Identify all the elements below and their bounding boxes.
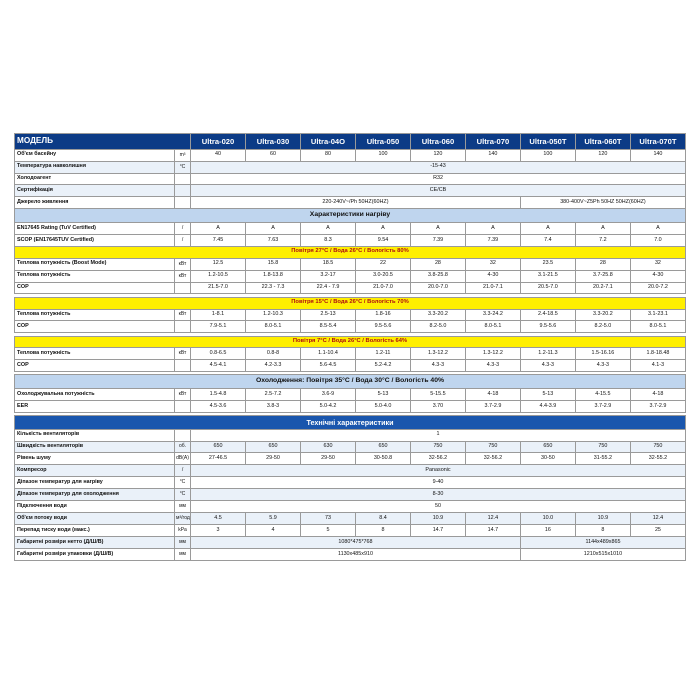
table-row (15, 501, 686, 513)
value-cell: 5 (300, 524, 355, 536)
value-cell: 2.5-13 (300, 309, 355, 321)
row-unit (175, 360, 191, 372)
row-unit (175, 197, 191, 209)
value-cell: 0.8-8 (246, 348, 301, 360)
row-label: Теплова потужність (15, 309, 175, 321)
value-cell: 630 (300, 441, 355, 453)
row-label: COP (15, 321, 175, 333)
value-cell: 1.3-12.2 (410, 348, 465, 360)
value-cell: 32 (630, 258, 685, 270)
table-row (15, 536, 686, 548)
value-cell: 5.9 (246, 513, 301, 525)
value-cell: 3.1-23.1 (630, 309, 685, 321)
value-cell: 3.3-20.2 (575, 309, 630, 321)
value-cell: A (246, 222, 301, 234)
value-cell: 28 (410, 258, 465, 270)
row-unit: кВт (175, 258, 191, 270)
merged-value-cell: -15-43 (191, 161, 686, 173)
value-cell: A (465, 222, 520, 234)
row-unit: об. (175, 441, 191, 453)
row-label: Температура навколишня (15, 161, 175, 173)
row-unit: мм (175, 536, 191, 548)
row-unit: кВт (175, 348, 191, 360)
value-cell: 8.0-5.1 (246, 321, 301, 333)
value-cell: 650 (520, 441, 575, 453)
table-row (15, 360, 686, 372)
model-header-cell: Ultra-060 (410, 134, 465, 150)
value-cell: 20.5-7.0 (520, 282, 575, 294)
cooling-section-header (15, 375, 686, 389)
value-cell: 8 (575, 524, 630, 536)
value-cell: 650 (191, 441, 246, 453)
section-title: Повітря 27°C / Вода 26°C / Вологість 80% (15, 246, 686, 258)
value-cell: 1.5-4.8 (191, 389, 246, 401)
value-cell: A (575, 222, 630, 234)
value-cell: 22.4 - 7.9 (300, 282, 355, 294)
table-row (15, 282, 686, 294)
value-cell: 4.5-4.1 (191, 360, 246, 372)
value-cell: 3.70 (410, 400, 465, 412)
row-label: Швидкість вентиляторів (15, 441, 175, 453)
value-cell: 15.8 (246, 258, 301, 270)
value-cell: 20.0-7.0 (410, 282, 465, 294)
row-unit: kPa (175, 524, 191, 536)
value-cell: 10.9 (410, 513, 465, 525)
value-cell: 1.1-10.4 (300, 348, 355, 360)
value-cell: 100 (355, 149, 410, 161)
condition-header (15, 297, 686, 309)
value-cell: A (191, 222, 246, 234)
row-unit (175, 185, 191, 197)
value-cell: 1.3-12.2 (465, 348, 520, 360)
value-cell: 25 (630, 524, 685, 536)
value-cell: 3.1-21.5 (520, 270, 575, 282)
value-cell: 9.5-5.6 (520, 321, 575, 333)
row-unit: / (175, 465, 191, 477)
value-cell: 29-50 (246, 453, 301, 465)
header-row (15, 134, 686, 150)
value-cell: 3.8-3 (246, 400, 301, 412)
value-cell: 8.0-5.1 (630, 321, 685, 333)
value-cell: 8.0-5.1 (465, 321, 520, 333)
spec-table-body (15, 134, 686, 561)
value-cell: 8.5-5.4 (300, 321, 355, 333)
row-label: Діпазон температур для охолодження (15, 489, 175, 501)
value-cell: 3.0-20.5 (355, 270, 410, 282)
value-cell: 20.2-7.1 (575, 282, 630, 294)
table-row (15, 513, 686, 525)
value-cell: 1.8-18.48 (630, 348, 685, 360)
table-row (15, 465, 686, 477)
value-cell: 120 (410, 149, 465, 161)
value-cell: 7.0 (630, 234, 685, 246)
table-row (15, 524, 686, 536)
row-unit: м³/год (175, 513, 191, 525)
value-cell: 16 (520, 524, 575, 536)
merged-value-cell: 220-240V~/Ph 50HZ(60HZ) (191, 197, 521, 209)
row-label: Охолоджувальна потужність (15, 389, 175, 401)
value-cell: 750 (465, 441, 520, 453)
value-cell: 12.4 (465, 513, 520, 525)
value-cell: 4 (246, 524, 301, 536)
section-title: Повітря 15°C / Вода 26°C / Вологість 70% (15, 297, 686, 309)
model-header-cell: Ultra-020 (191, 134, 246, 150)
table-row (15, 149, 686, 161)
value-cell: 30-50.8 (355, 453, 410, 465)
row-unit (175, 400, 191, 412)
value-cell: 3.6-9 (300, 389, 355, 401)
row-label: Об'єм потоку води (15, 513, 175, 525)
merged-value-cell: 1130x485x910 (191, 548, 521, 560)
value-cell: 12.5 (191, 258, 246, 270)
table-row (15, 477, 686, 489)
value-cell: 21.5-7.0 (191, 282, 246, 294)
table-row (15, 441, 686, 453)
row-unit: m³ (175, 149, 191, 161)
value-cell: 5.6-4.5 (300, 360, 355, 372)
table-row (15, 270, 686, 282)
row-label: COP (15, 360, 175, 372)
table-row (15, 258, 686, 270)
row-label: Габаритні розміри нетто (Д/Ш/В) (15, 536, 175, 548)
section-title: Технічні характеристики (15, 416, 686, 430)
value-cell: 21.0-7.0 (355, 282, 410, 294)
value-cell: 3.8-25.8 (410, 270, 465, 282)
value-cell: 4.2-3.3 (246, 360, 301, 372)
model-header-cell: Ultra-060T (575, 134, 630, 150)
value-cell: 4.4-3.9 (520, 400, 575, 412)
table-row (15, 548, 686, 560)
table-row (15, 429, 686, 441)
spec-table (14, 133, 686, 561)
row-unit: мм (175, 548, 191, 560)
value-cell: 3.3-24.2 (465, 309, 520, 321)
table-row (15, 400, 686, 412)
row-label: Підключення води (15, 501, 175, 513)
merged-value-cell: R32 (191, 173, 686, 185)
value-cell: 14.7 (465, 524, 520, 536)
value-cell: 4.5 (191, 513, 246, 525)
value-cell: 8.2-5.0 (575, 321, 630, 333)
model-header-cell: Ultra-050T (520, 134, 575, 150)
table-row (15, 489, 686, 501)
value-cell: 7.39 (465, 234, 520, 246)
value-cell: 40 (191, 149, 246, 161)
value-cell: 2.4-18.5 (520, 309, 575, 321)
row-label: Об'єм басейну (15, 149, 175, 161)
value-cell: 7.4 (520, 234, 575, 246)
value-cell: 14.7 (410, 524, 465, 536)
merged-value-cell: 9-40 (191, 477, 686, 489)
value-cell: 23.5 (520, 258, 575, 270)
value-cell: 4-30 (465, 270, 520, 282)
value-cell: A (300, 222, 355, 234)
value-cell: 4-18 (465, 389, 520, 401)
row-label: Холодоагент (15, 173, 175, 185)
merged-value-cell: 380-400V~Z5Ph 50HZ 50HZ(60HZ) (520, 197, 685, 209)
value-cell: 80 (300, 149, 355, 161)
value-cell: 32 (465, 258, 520, 270)
condition-header (15, 246, 686, 258)
value-cell: 7.9-5.1 (191, 321, 246, 333)
value-cell: 22.3 - 7.3 (246, 282, 301, 294)
value-cell: 4.3-3 (520, 360, 575, 372)
row-label: Кількість вентиляторів (15, 429, 175, 441)
value-cell: 8.4 (355, 513, 410, 525)
model-header-label: МОДЕЛЬ (15, 134, 191, 150)
row-label: EER (15, 400, 175, 412)
section-title: Охолодження: Повітря 35°C / Вода 30°C / Вологість 40% (15, 375, 686, 389)
section-title: Характеристики нагріву (15, 209, 686, 223)
value-cell: 60 (246, 149, 301, 161)
value-cell: 32-55.2 (630, 453, 685, 465)
value-cell: 1.5-16.16 (575, 348, 630, 360)
table-row (15, 348, 686, 360)
value-cell: 8 (355, 524, 410, 536)
row-unit: мм (175, 501, 191, 513)
value-cell: A (630, 222, 685, 234)
value-cell: 100 (520, 149, 575, 161)
row-label: EN17645 Rating (TuV Certified) (15, 222, 175, 234)
value-cell: 750 (575, 441, 630, 453)
row-label: Габаритні розміри упаковки (Д/Ш/В) (15, 548, 175, 560)
value-cell: 31-55.2 (575, 453, 630, 465)
value-cell: 4.3-3 (465, 360, 520, 372)
value-cell: 3.3-20.2 (410, 309, 465, 321)
row-unit: кВт (175, 270, 191, 282)
tech-section-header (15, 416, 686, 430)
value-cell: 7.45 (191, 234, 246, 246)
merged-value-cell: 50 (191, 501, 686, 513)
value-cell: 3.2-17 (300, 270, 355, 282)
table-row (15, 321, 686, 333)
value-cell: 5-15.5 (410, 389, 465, 401)
value-cell: 4.5-3.6 (191, 400, 246, 412)
value-cell: A (520, 222, 575, 234)
merged-value-cell: Panasonic (191, 465, 686, 477)
section-title: Повітря 7°C / Вода 26°C / Вологість 64% (15, 336, 686, 348)
table-row (15, 234, 686, 246)
value-cell: 10.9 (575, 513, 630, 525)
value-cell: 1-8.1 (191, 309, 246, 321)
value-cell: 4-30 (630, 270, 685, 282)
row-label: Сертифікація (15, 185, 175, 197)
value-cell: 22 (355, 258, 410, 270)
value-cell: 3 (191, 524, 246, 536)
model-header-cell: Ultra-070 (465, 134, 520, 150)
value-cell: 73 (300, 513, 355, 525)
row-unit (175, 429, 191, 441)
value-cell: 1.2-10.3 (246, 309, 301, 321)
row-label: Рівень шуму (15, 453, 175, 465)
row-label: Діпазон температур для нагріву (15, 477, 175, 489)
value-cell: 18.5 (300, 258, 355, 270)
value-cell: 29-50 (300, 453, 355, 465)
value-cell: 4-18 (630, 389, 685, 401)
row-label: Теплова потужність (15, 270, 175, 282)
merged-value-cell: 1210x515x1010 (520, 548, 685, 560)
value-cell: 5-13 (520, 389, 575, 401)
value-cell: 20.0-7.2 (630, 282, 685, 294)
row-label: SCOP (EN17645TUV Certified) (15, 234, 175, 246)
row-unit (175, 282, 191, 294)
row-label: Теплова потужність (Boost Mode) (15, 258, 175, 270)
value-cell: 12.4 (630, 513, 685, 525)
row-unit (175, 321, 191, 333)
row-unit: °C (175, 477, 191, 489)
value-cell: 140 (630, 149, 685, 161)
value-cell: A (410, 222, 465, 234)
row-label: Перепад тиску води (макс.) (15, 524, 175, 536)
value-cell: 5-13 (355, 389, 410, 401)
table-row (15, 222, 686, 234)
value-cell: 3.7-25.8 (575, 270, 630, 282)
value-cell: 650 (246, 441, 301, 453)
value-cell: 8.3 (300, 234, 355, 246)
value-cell: 1.2-11.3 (520, 348, 575, 360)
value-cell: 7.2 (575, 234, 630, 246)
value-cell: 8.2-5.0 (410, 321, 465, 333)
merged-value-cell: 8-30 (191, 489, 686, 501)
value-cell: 1.2-10.5 (191, 270, 246, 282)
value-cell: 5.0-4.2 (300, 400, 355, 412)
row-unit: / (175, 234, 191, 246)
value-cell: 750 (630, 441, 685, 453)
model-header-cell: Ultra-04O (300, 134, 355, 150)
value-cell: 7.63 (246, 234, 301, 246)
value-cell: 30-50 (520, 453, 575, 465)
condition-header (15, 336, 686, 348)
table-row (15, 309, 686, 321)
row-unit (175, 173, 191, 185)
row-unit: °C (175, 489, 191, 501)
row-unit: °C (175, 161, 191, 173)
value-cell: 750 (410, 441, 465, 453)
value-cell: 140 (465, 149, 520, 161)
value-cell: 27-46.5 (191, 453, 246, 465)
value-cell: 21.0-7.1 (465, 282, 520, 294)
model-header-cell: Ultra-050 (355, 134, 410, 150)
table-row (15, 197, 686, 209)
value-cell: 2.5-7.2 (246, 389, 301, 401)
value-cell: 4.3-3 (575, 360, 630, 372)
value-cell: 9.54 (355, 234, 410, 246)
value-cell: 28 (575, 258, 630, 270)
value-cell: 650 (355, 441, 410, 453)
table-row (15, 185, 686, 197)
value-cell: 5.0-4.0 (355, 400, 410, 412)
table-row (15, 173, 686, 185)
row-unit: кВт (175, 309, 191, 321)
model-header-cell: Ultra-030 (246, 134, 301, 150)
row-label: Компресор (15, 465, 175, 477)
row-unit: кВт (175, 389, 191, 401)
value-cell: 1.8-16 (355, 309, 410, 321)
merged-value-cell: CE/CB (191, 185, 686, 197)
row-label: COP (15, 282, 175, 294)
value-cell: 3.7-2.9 (630, 400, 685, 412)
value-cell: 4.3-3 (410, 360, 465, 372)
value-cell: 3.7-2.9 (465, 400, 520, 412)
value-cell: 4-15.5 (575, 389, 630, 401)
heating-section-header (15, 209, 686, 223)
merged-value-cell: 1144x489x865 (520, 536, 685, 548)
row-unit: dB(A) (175, 453, 191, 465)
table-row (15, 161, 686, 173)
merged-value-cell: 1 (191, 429, 686, 441)
value-cell: 7.39 (410, 234, 465, 246)
row-unit: / (175, 222, 191, 234)
value-cell: 1.8-13.8 (246, 270, 301, 282)
value-cell: 0.8-6.5 (191, 348, 246, 360)
value-cell: 120 (575, 149, 630, 161)
value-cell: 3.7-2.9 (575, 400, 630, 412)
value-cell: 10.0 (520, 513, 575, 525)
value-cell: 32-56.2 (465, 453, 520, 465)
merged-value-cell: 1080*475*768 (191, 536, 521, 548)
value-cell: 1.2-11 (355, 348, 410, 360)
row-label: Теплова потужність (15, 348, 175, 360)
table-row (15, 389, 686, 401)
model-header-cell: Ultra-070T (630, 134, 685, 150)
value-cell: 32-56.2 (410, 453, 465, 465)
value-cell: 9.5-5.6 (355, 321, 410, 333)
table-row (15, 453, 686, 465)
value-cell: A (355, 222, 410, 234)
value-cell: 5.2-4.2 (355, 360, 410, 372)
value-cell: 4.1-3 (630, 360, 685, 372)
row-label: Джерело живлення (15, 197, 175, 209)
